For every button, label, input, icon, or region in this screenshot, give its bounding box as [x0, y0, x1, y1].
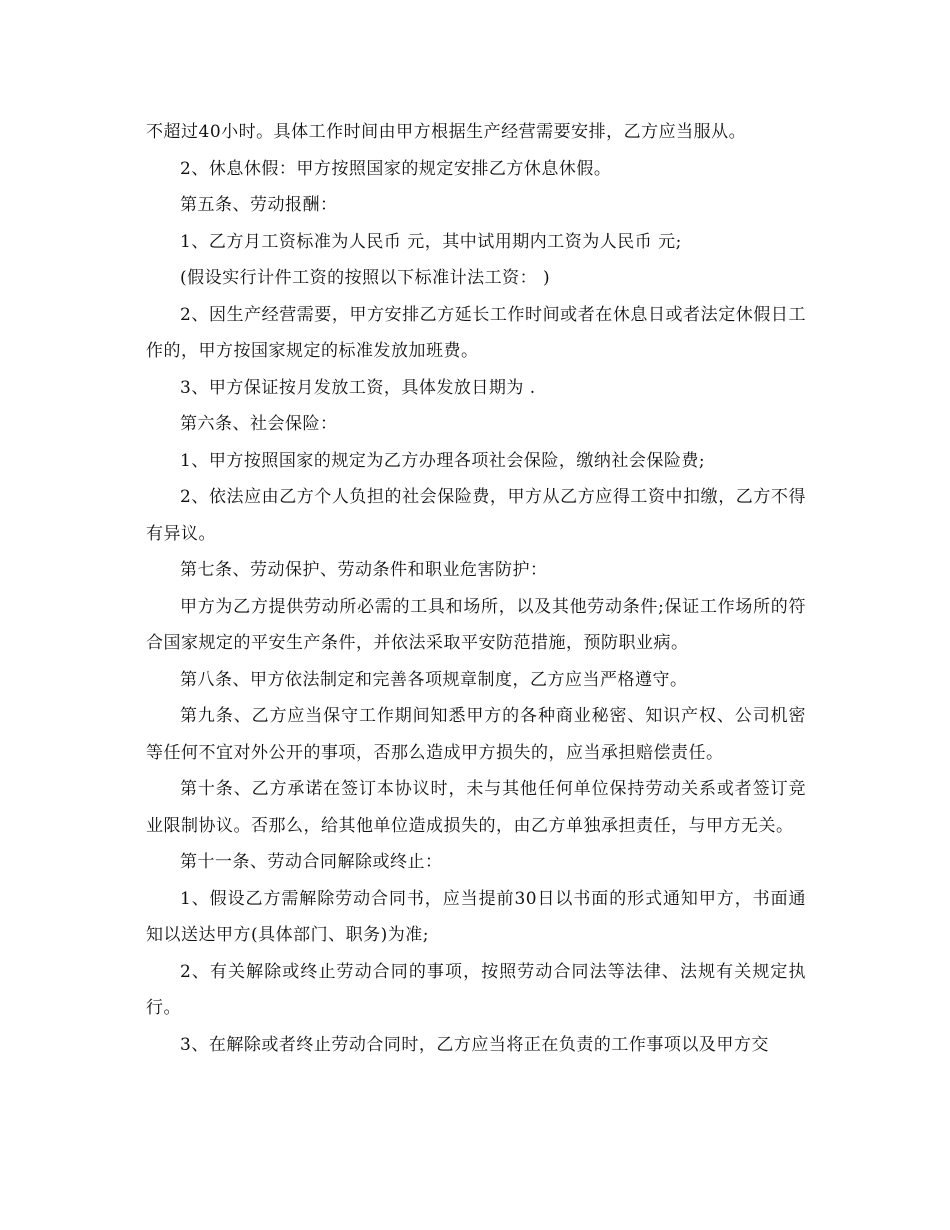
- section-heading: 第五条、劳动报酬：: [180, 195, 338, 215]
- section-heading: 第六条、社会保险：: [180, 414, 338, 434]
- paragraph: 2、因生产经营需要，甲方安排乙方延长工作时间或者在休息日或者法定休假日工作的，甲方按国家规定的标准发放加班费。: [146, 304, 806, 361]
- paragraph: 3、在解除或者终止劳动合同时，乙方应当将正在负责的工作事项以及甲方交: [180, 1034, 769, 1055]
- paragraph: 不超过40小时。具体工作时间由甲方根据生产经营需要安排，乙方应当服从。: [146, 122, 747, 142]
- document-body: [146, 114, 806, 1063]
- section-heading: 第七条、劳动保护、劳动条件和职业危害防护：: [180, 560, 548, 580]
- section-heading: 第十条、乙方承诺在签订本协议时，未与其他任何单位保持劳动关系或者签订竞业限制协议。否那么，给其他单位造成损失的，由乙方单独承担责任，与甲方无关。: [146, 779, 806, 836]
- paragraph: (假设实行计件工资的按照以下标准计法工资： ): [180, 268, 551, 288]
- section-heading: 第八条、甲方依法制定和完善各项规章制度，乙方应当严格遵守。: [180, 669, 688, 690]
- paragraph: 1、甲方按照国家的规定为乙方办理各项社会保险，缴纳社会保险费;: [180, 450, 706, 471]
- paragraph: 2、依法应由乙方个人负担的社会保险费，甲方从乙方应得工资中扣缴，乙方不得有异议。: [146, 487, 806, 544]
- section-heading: 第九条、乙方应当保守工作期间知悉甲方的各种商业秘密、知识产权、公司机密等任何不宜对外公开的事项，否那么造成甲方损失的，应当承担赔偿责任。: [146, 706, 806, 763]
- paragraph: 2、休息休假：甲方按照国家的规定安排乙方休息休假。: [180, 158, 612, 179]
- paragraph: 甲方为乙方提供劳动所必需的工具和场所，以及其他劳动条件;保证工作场所的符合国家规定的平安生产条件，并依法采取平安防范措施，预防职业病。: [146, 596, 806, 653]
- paragraph: 3、甲方保证按月发放工资，具体发放日期为 .: [180, 377, 536, 398]
- section-heading: 第十一条、劳动合同解除或终止：: [180, 852, 443, 872]
- paragraph: 1、乙方月工资标准为人民币 元，其中试用期内工资为人民币 元;: [180, 231, 682, 252]
- paragraph: 1、假设乙方需解除劳动合同书，应当提前30日以书面的形式通知甲方，书面通知以送达甲方(具体部门、职务)为准;: [146, 888, 806, 945]
- paragraph: 2、有关解除或终止劳动合同的事项，按照劳动合同法等法律、法规有关规定执行。: [146, 961, 806, 1018]
